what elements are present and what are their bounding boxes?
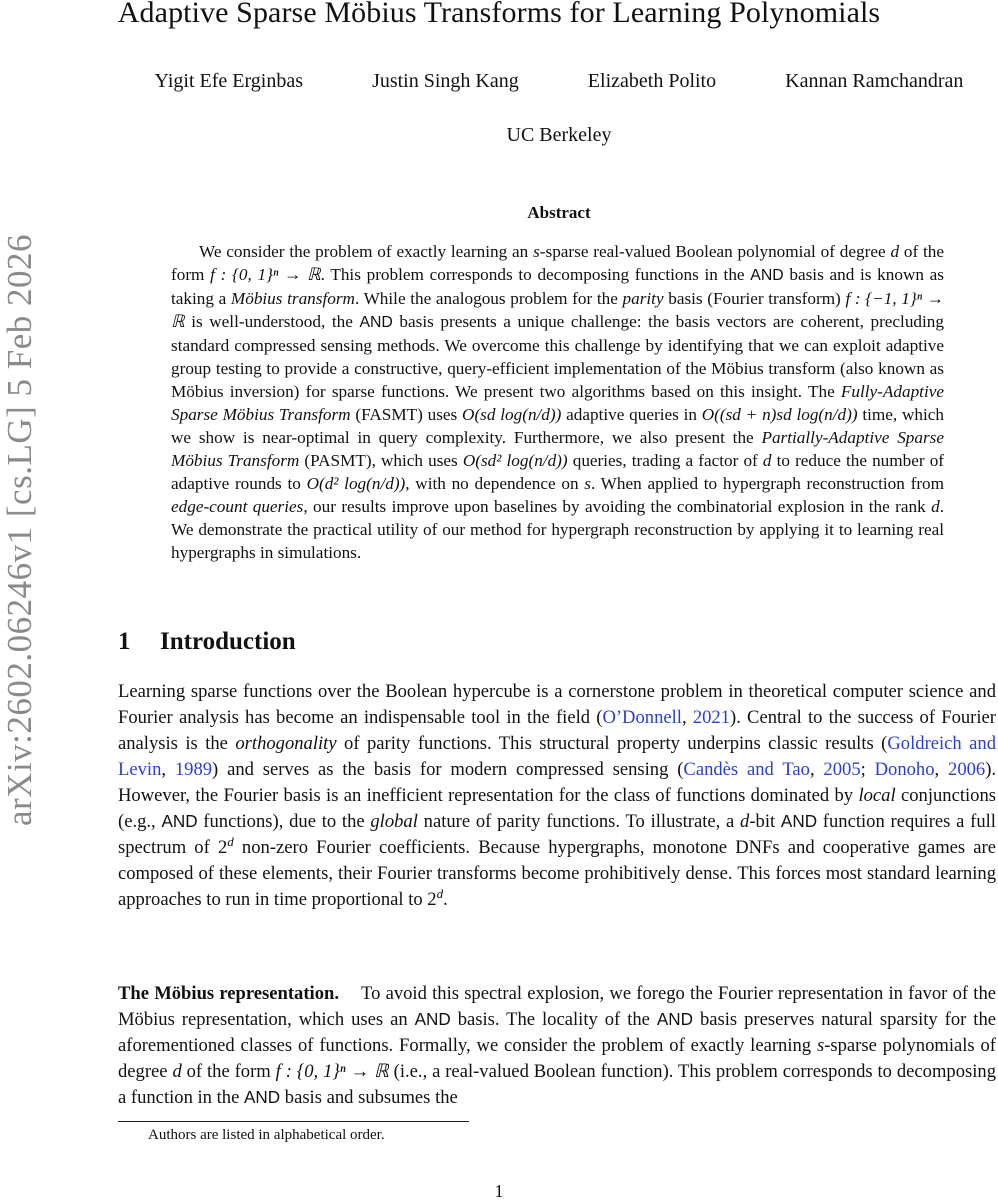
math-expression: d (172, 1061, 182, 1082)
superscript: d (436, 885, 444, 901)
abstract-text (171, 240, 944, 564)
text-run: function requires a full spectrum of 2 (118, 811, 996, 858)
introduction-paragraph (118, 679, 996, 913)
and-keyword: AND (656, 1010, 693, 1029)
text-run: of parity functions. This structural property underpins classic results ( (336, 733, 888, 754)
and-keyword: AND (780, 812, 818, 831)
text-run: functions), due to the (197, 811, 371, 832)
page-number: 1 (494, 1181, 504, 1201)
text-run: , (161, 759, 175, 780)
section-number: 1 (118, 628, 131, 655)
text-run: . When applied to hypergraph reconstruction from (590, 474, 945, 493)
emphasis: orthogonality (235, 733, 337, 754)
text-run: to reduce the number of adaptive rounds to (171, 451, 945, 493)
text-run: nature of parity functions. To illustrate, a (417, 811, 741, 832)
text-run: (i.e., a real-valued Boolean function). This problem corresponds to decomposing a function in the (118, 1061, 997, 1108)
math-expression: d (890, 242, 900, 261)
text-run: -sparse real-valued Boolean polynomial of degree (539, 242, 891, 261)
text-run: -bit (749, 811, 781, 832)
text-run: (PASMT), which uses (299, 451, 463, 470)
citation-link[interactable]: 2005 (823, 759, 861, 780)
citation-link[interactable]: 2021 (692, 707, 731, 728)
math-expression: f : {−1, 1}ⁿ → ℝ (171, 289, 944, 331)
text-run: time, which we show is near-optimal in query complexity. Furthermore, we also present the (171, 405, 944, 447)
text-run: non-zero Fourier coefficients. Because hypergraphs, monotone DNFs and cooperative games are composed of these elements, their Fourier transforms become prohibitively dense. This forces most standard learning approaches to run in time proportional to 2 (118, 837, 996, 910)
footnote: Authors are listed in alphabetical order. (148, 1127, 385, 1143)
arxiv-identifier: arXiv:2602.06246v1 [cs.LG] 5 Feb 2026 (0, 233, 39, 827)
emphasis: local (858, 785, 896, 806)
citation-link[interactable]: O’Donnell (602, 707, 682, 728)
footnote-divider (118, 1121, 469, 1122)
math-expression: O(sd² log(n/d)) (462, 451, 568, 470)
math-expression: O(d² log(n/d)) (306, 474, 406, 493)
math-expression: d (740, 811, 750, 832)
section-title: Introduction (160, 628, 296, 655)
text-run: is well-understood, the (184, 312, 360, 331)
and-keyword: AND (161, 812, 198, 831)
abstract-heading: Abstract (527, 203, 591, 222)
affiliation: UC Berkeley (506, 124, 612, 146)
text-run: basis (Fourier transform) (663, 289, 846, 308)
text-run: conjunctions (e.g., (118, 785, 997, 832)
emphasis: Partially-Adaptive Sparse Möbius Transform (171, 428, 944, 470)
and-keyword: AND (750, 267, 784, 284)
author-name: Yigit Efe Erginbas (154, 70, 304, 92)
emphasis: Möbius transform (230, 289, 355, 308)
citation-link[interactable]: 1989 (174, 759, 213, 780)
math-expression: O((sd + n)sd log(n/d)) (701, 405, 858, 424)
emphasis: global (370, 811, 418, 832)
text-run: . (443, 889, 448, 910)
emphasis: edge-count queries (171, 497, 304, 516)
emphasis: parity (622, 289, 664, 308)
citation-link[interactable]: Goldreich and Levin (118, 733, 997, 780)
text-run: . We demonstrate the practical utility of our method for hypergraph reconstruction by applying it to learning real hypergraphs in simulations. (171, 497, 944, 562)
text-run: basis preserves natural sparsity for the aforementioned classes of functions. Formally, we consider the problem of exactly learning (118, 1009, 997, 1056)
author-name: Elizabeth Polito (587, 70, 717, 92)
text-run: ; (860, 759, 875, 780)
author-name: Kannan Ramchandran (785, 70, 964, 92)
paragraph-heading: The Möbius representation. (118, 983, 340, 1004)
math-expression: O(sd log(n/d)) (462, 405, 562, 424)
section-heading (118, 628, 296, 656)
and-keyword: AND (414, 1010, 451, 1029)
text-run: of the form (181, 1061, 276, 1082)
text-run: basis and is known as taking a (171, 265, 944, 308)
text-run: . This problem corresponds to decomposing functions in the (320, 265, 751, 284)
emphasis: Fully-Adaptive Sparse Möbius Transform (171, 382, 944, 424)
citation-link[interactable]: Donoho (874, 759, 935, 780)
and-keyword: AND (359, 314, 393, 331)
text-run: queries, trading a factor of (567, 451, 763, 470)
author-name: Justin Singh Kang (372, 70, 519, 92)
text-run: ) and serves as the basis for modern compressed sensing ( (212, 759, 684, 780)
math-expression: s (584, 474, 591, 493)
math-expression: d (762, 451, 772, 470)
arxiv-sidebar (0, 200, 40, 860)
text-run: , with no dependence on (405, 474, 585, 493)
citation-link[interactable]: 2006 (948, 759, 986, 780)
mobius-paragraph (118, 981, 996, 1111)
text-run: basis presents a unique challenge: the basis vectors are coherent, precluding standard compressed sensing methods. We overcome this challenge by identifying that we can exploit adaptive group testing to provide a constructive, query-efficient implementation of the Möbius transform (also known as Möbius inversion) for sparse functions. We present two algorithms based on this insight. The (171, 312, 944, 401)
text-run: basis. The locality of the (450, 1009, 657, 1030)
text-run: ). Central to the success of Fourier analysis is the (118, 707, 996, 754)
math-expression: f : {0, 1}ⁿ → ℝ (210, 265, 321, 284)
text-run: , our results improve upon baselines by avoiding the combinatorial explosion in the rank (303, 497, 932, 516)
text-run: -sparse polynomials of degree (118, 1035, 996, 1082)
text-run: ). However, the Fourier basis is an inefficient representation for the class of functions dominated by (118, 759, 997, 806)
math-expression: f : {0, 1}ⁿ → ℝ (275, 1061, 389, 1082)
superscript: d (227, 833, 234, 849)
author-list (120, 70, 998, 93)
text-run: , (934, 759, 949, 780)
math-expression: d (931, 497, 940, 516)
math-expression: s (533, 242, 540, 261)
text-run: basis and subsumes the (280, 1087, 458, 1108)
citation-link[interactable]: Candès and Tao (683, 759, 810, 780)
text-run: (FASMT) uses (350, 405, 463, 424)
math-expression: s (816, 1035, 825, 1056)
text-run: , (681, 707, 693, 728)
text-run: We consider the problem of exactly learning an (199, 242, 534, 261)
text-run: , (809, 759, 824, 780)
text-run: adaptive queries in (561, 405, 702, 424)
text-run: Learning sparse functions over the Boolean hypercube is a cornerstone problem in theoretical computer science and Fourier analysis has become an indispensable tool in the field ( (118, 681, 996, 728)
text-run: of the form (171, 242, 945, 284)
and-keyword: AND (244, 1088, 281, 1107)
paper-title: Adaptive Sparse Möbius Transforms for Learning Polynomials (117, 0, 881, 29)
text-run: To avoid this spectral explosion, we forego the Fourier representation in favor of the Möbius representation, which uses an (118, 983, 996, 1030)
text-run: . While the analogous problem for the (354, 289, 623, 308)
